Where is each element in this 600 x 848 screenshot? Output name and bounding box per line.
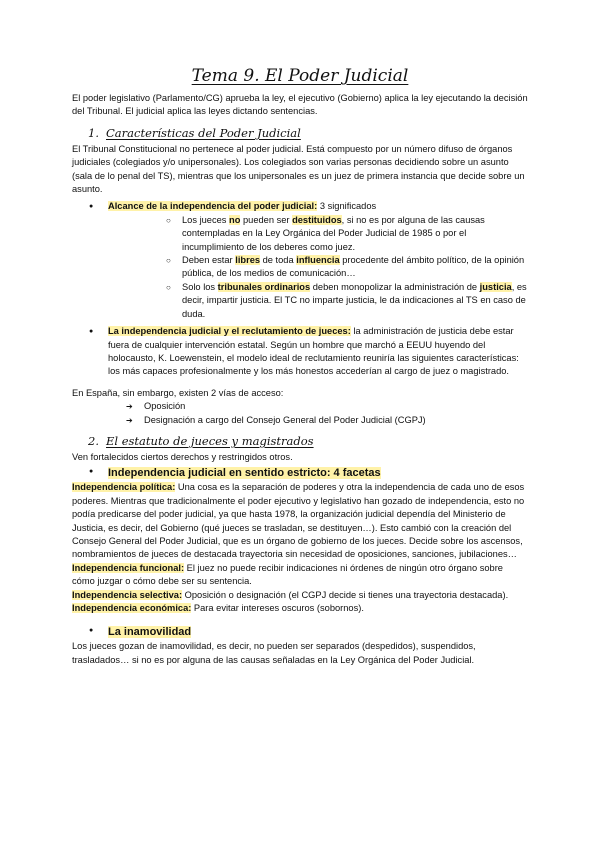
bullet-independencia-label: Independencia judicial en sentido estricto: 4 facetas [108,467,381,480]
politica-label: Independencia política: [72,482,176,493]
independencia-funcional [72,562,528,589]
section-2-paragraph: Ven fortalecidos ciertos derechos y restringidos otros. [72,451,293,462]
text-run: de toda [260,255,297,266]
bullet-alcance-label: Alcance de la independencia del poder judicial: [108,201,318,212]
section-2-title: El estatuto de jueces y magistrados [106,433,314,448]
text-run: deben monopolizar la administración de [310,281,480,292]
section-1-paragraph: El Tribunal Constitucional no pertenece al poder judicial. Está compuesto por un número difuso de órganos judiciales (colegiados y/o unipersonales). Los colegiados son varias personas decidiendo sobre un asunto (sala de lo penal del TS), mientras que los unipersonales es un juez de primera instancia que decide sobre un asunto. [72,143,525,195]
funcional-text: El juez no puede recibir indicaciones ni órdenes de ningún otro órgano sobre cómo juzgar o cómo debe ser su sentencia. [72,562,503,587]
access-list [72,400,528,427]
sub-bullet-destituidos [108,214,528,254]
text-run: pueden ser [240,214,293,225]
highlight-tribunales: tribunales ordinarios [217,281,311,292]
access-item-oposicion: ➔ Oposición [72,400,528,413]
inamovilidad-paragraph: Los jueces gozan de inamovilidad, es decir, no pueden ser separados (despedidos), suspendidos, trasladados… si no es por alguna de las causas señaladas en la Ley Orgánica del Poder Judicial. [72,641,476,665]
text-run: , si no es por alguna de las causas contempladas en la Ley Orgánica del Poder Judicial de 1985 o por el incumplimiento de los deberes como juez. [182,214,485,252]
highlight-destituidos: destituidos [292,214,342,225]
bullet-independencia-heading [72,467,528,479]
spacer [72,379,528,387]
bullet-inamovilidad-heading [72,626,528,638]
bullet-inamovilidad-label: La inamovilidad [108,626,192,639]
section-2-heading [88,434,528,448]
sub-bullet-tribunales [108,281,528,321]
independencia-selectiva [72,589,528,602]
selectiva-label: Independencia selectiva: [72,589,183,600]
text-run: Solo los [182,281,218,292]
text-run: Los jueces [182,214,230,225]
spacer [72,615,528,623]
page-title: Tema 9. El Poder Judicial [191,66,409,86]
independencia-economica [72,602,528,615]
section-1-number: 1. [88,125,99,140]
text-run: , es decir, impartir justicia. El TC no imparte justicia, le da indicaciones al TS en caso de duda. [182,281,527,319]
highlight-justicia: justicia [479,281,512,292]
highlight-influencia: influencia [296,255,340,266]
bullet-reclutamiento-label: La independencia judicial y el reclutamiento de jueces: [108,326,351,337]
politica-text: Una cosa es la separación de poderes y otra la independencia de cada uno de esos poderes. Mientras que tradicionalmente el poder ejecutivo y legislativo han gozado de independencia, esto no podía predicarse del poder judicial, ya que hasta 1978, la organización judicial dependía del Ministerio de Justicia, es decir, del Gobierno (qué jueces se trasladan, se destituyen…). Esto cambió con la creación del Consejo General del Poder Judicial, que es un órgano de gobierno de los jueces. Decide sobre los ascensos, nombramientos de jueces de destacada trayectoria sin necesidad de oposiciones, sanciones, jubilaciones… [72,482,525,560]
access-item-designacion: ➔ Designación a cargo del Consejo General del Poder Judicial (CGPJ) [72,414,528,427]
independencia-politica [72,481,528,561]
highlight-libres: libres [235,255,261,266]
economica-label: Independencia económica: [72,603,192,613]
text-run: procedente del ámbito político, de la opinión pública, de los medios de comunicación… [182,255,525,279]
bullet-alcance-text: 3 significados [317,201,377,212]
selectiva-text: Oposición o designación (el CGPJ decide si tienes una trayectoria destacada). [182,589,509,600]
alcance-sublist [108,214,528,321]
economica-text: Para evitar intereses oscuros (sobornos). [191,603,364,613]
bullet-reclutamiento-text: la administración de justicia debe estar fuera de cualquier intervención estatal. Según un hombre que marchó a EEUU huyendo del holocausto, K. Loewenstein, el modelo ideal de reclutamiento reuniría las siguientes características: los más capaces profesionalmente y los más honestos accederían al cargo de juez o magistrado. [108,326,519,377]
sub-bullet-libres [108,254,528,281]
spain-paragraph: En España, sin embargo, existen 2 vías de acceso: [72,387,284,398]
section-1-bullets [72,200,528,378]
text-run: Deben estar [182,255,236,266]
bullet-reclutamiento [72,325,528,379]
section-1-title: Características del Poder Judicial [106,125,301,140]
section-1-heading [88,126,528,140]
funcional-label: Independencia funcional: [72,562,185,573]
highlight-no: no [229,214,241,225]
section-2-number: 2. [88,433,99,448]
intro-paragraph: El poder legislativo (Parlamento/CG) aprueba la ley, el ejecutivo (Gobierno) aplica la ley ejecutando la decisión del Tribunal. El judicial aplica las leyes dictando sentencias. [72,93,528,117]
bullet-alcance [72,200,528,321]
